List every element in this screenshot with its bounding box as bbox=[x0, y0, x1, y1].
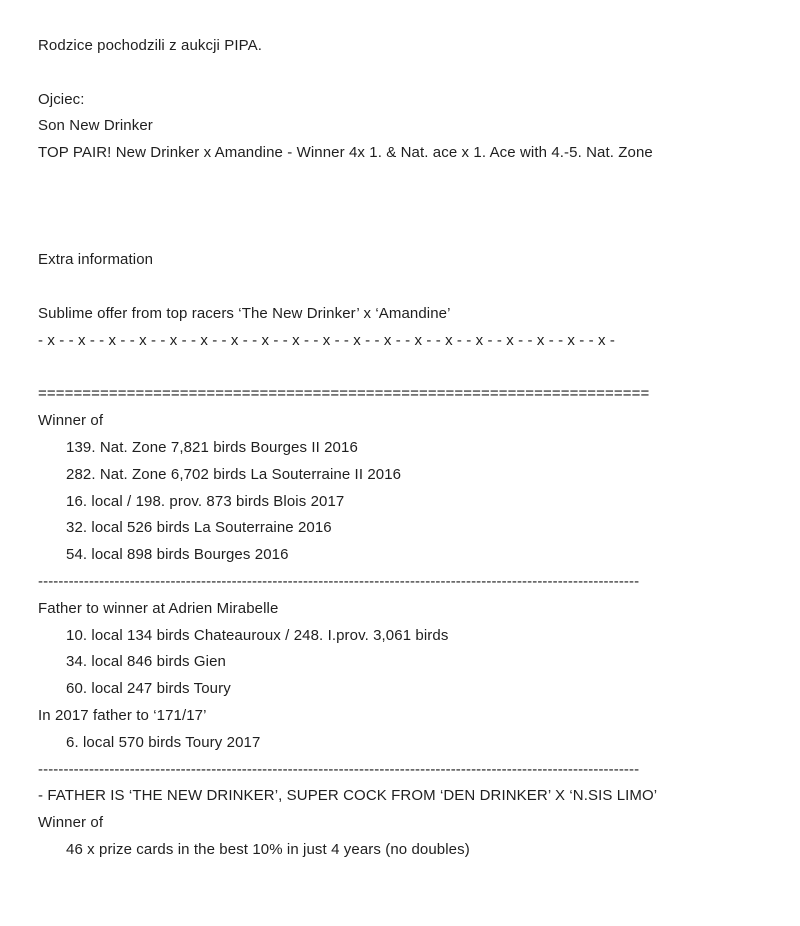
x-separator-line: - x - - x - - x - - x - - x - - x - - x - - x - - x - - x - - x - - x - - x - - x - - x - - x - - x - - x - - x - bbox=[38, 331, 615, 349]
result-line: 34. local 846 birds Gien bbox=[66, 653, 226, 671]
result-line: 60. local 247 birds Toury bbox=[66, 680, 231, 698]
result-line: 32. local 526 birds La Souterraine 2016 bbox=[66, 519, 332, 537]
result-line: 10. local 134 birds Chateauroux / 248. I.prov. 3,061 birds bbox=[66, 626, 449, 644]
father-to-winner-heading: Father to winner at Adrien Mirabelle bbox=[38, 599, 279, 617]
result-line: 6. local 570 birds Toury 2017 bbox=[66, 733, 261, 751]
text-line bbox=[38, 60, 770, 87]
equals-separator-line: ===================================================================== bbox=[38, 385, 650, 403]
text-line bbox=[38, 221, 770, 248]
result-line: 16. local / 198. prov. 873 birds Blois 2017 bbox=[66, 492, 345, 510]
text-line bbox=[38, 167, 770, 194]
father-is-line: - FATHER IS ‘THE NEW DRINKER’, SUPER COCK FROM ‘DEN DRINKER’ X ‘N.SIS LIMO’ bbox=[38, 787, 658, 805]
winner-of-heading: Winner of bbox=[38, 814, 104, 832]
sublime-offer-line: Sublime offer from top racers ‘The New Drinker’ x ‘Amandine’ bbox=[38, 304, 451, 322]
result-line: 46 x prize cards in the best 10% in just 4 years (no doubles) bbox=[66, 840, 470, 858]
father-name: Son New Drinker bbox=[38, 117, 153, 135]
text-line bbox=[38, 274, 770, 301]
winner-of-heading: Winner of bbox=[38, 412, 104, 430]
in-2017-line: In 2017 father to ‘171/17’ bbox=[38, 706, 207, 724]
result-line: 139. Nat. Zone 7,821 birds Bourges II 2016 bbox=[66, 438, 358, 456]
text-line bbox=[38, 355, 770, 382]
father-label: Ojciec: bbox=[38, 90, 85, 108]
top-pair-line: TOP PAIR! New Drinker x Amandine - Winner 4x 1. & Nat. ace x 1. Ace with 4.-5. Nat. Zone bbox=[38, 144, 653, 162]
extra-information-heading: Extra information bbox=[38, 251, 154, 269]
dash-separator-line: ---------------------------------------------------------------------------------------------------------------------- bbox=[38, 572, 640, 590]
result-line: 54. local 898 birds Bourges 2016 bbox=[66, 546, 289, 564]
dash-separator-line: ---------------------------------------------------------------------------------------------------------------------- bbox=[38, 760, 640, 778]
intro-line: Rodzice pochodzili z aukcji PIPA. bbox=[38, 37, 262, 54]
document-body bbox=[38, 33, 770, 864]
result-line: 282. Nat. Zone 6,702 birds La Souterraine II 2016 bbox=[66, 465, 402, 483]
text-line bbox=[38, 194, 770, 221]
